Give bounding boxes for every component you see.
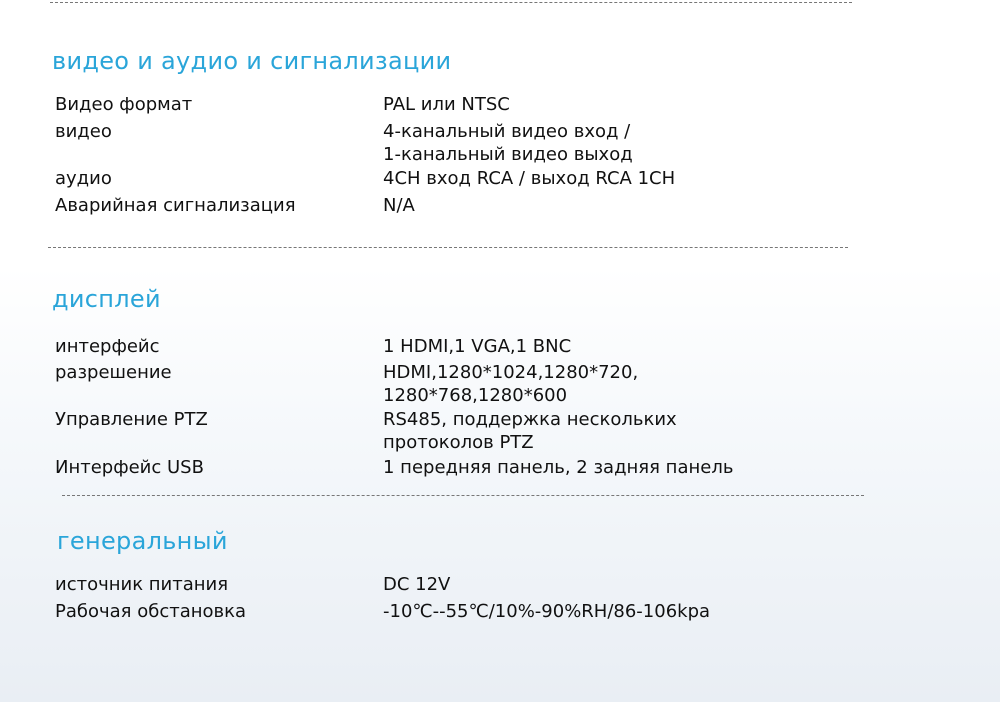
spec-value: 1 передняя панель, 2 задняя панель xyxy=(383,457,734,478)
section-title-display: дисплей xyxy=(52,285,161,313)
section-title-video-audio: видео и аудио и сигнализации xyxy=(52,47,452,75)
divider-top xyxy=(50,2,852,3)
spec-value: HDMI,1280*1024,1280*720, 1280*768,1280*600 xyxy=(383,362,639,406)
spec-row-environment xyxy=(55,600,855,650)
spec-row-resolution xyxy=(55,361,855,411)
spec-value: RS485, поддержка нескольких протоколов PTZ xyxy=(383,409,677,453)
divider-video-display xyxy=(48,247,848,248)
spec-label: Видео формат xyxy=(55,94,193,115)
spec-label: видео xyxy=(55,121,112,142)
spec-value: N/A xyxy=(383,195,415,216)
spec-value: 4-канальный видео вход / 1-канальный видео выход xyxy=(383,121,633,165)
spec-value: PAL или NTSC xyxy=(383,94,510,115)
spec-value: 4CH вход RCA / выход RCA 1CH xyxy=(383,168,676,189)
spec-value: DC 12V xyxy=(383,574,451,595)
spec-label: Рабочая обстановка xyxy=(55,601,247,622)
spec-row-video xyxy=(55,120,855,170)
spec-label: Аварийная сигнализация xyxy=(55,195,296,216)
spec-value: -10℃--55℃/10%-90%RH/86-106kpa xyxy=(383,601,711,622)
divider-display-general xyxy=(62,495,864,496)
spec-row-alarm xyxy=(55,194,855,244)
section-title-general: генеральный xyxy=(57,527,228,555)
spec-label: Интерфейс USB xyxy=(55,457,204,478)
spec-row-usb xyxy=(55,456,855,506)
spec-label: Управление PTZ xyxy=(55,409,208,430)
spec-label: разрешение xyxy=(55,362,172,383)
spec-label: интерфейс xyxy=(55,336,160,357)
spec-label: источник питания xyxy=(55,574,229,595)
spec-value: 1 HDMI,1 VGA,1 BNC xyxy=(383,336,572,357)
spec-label: аудио xyxy=(55,168,112,189)
spec-row-ptz xyxy=(55,408,855,458)
